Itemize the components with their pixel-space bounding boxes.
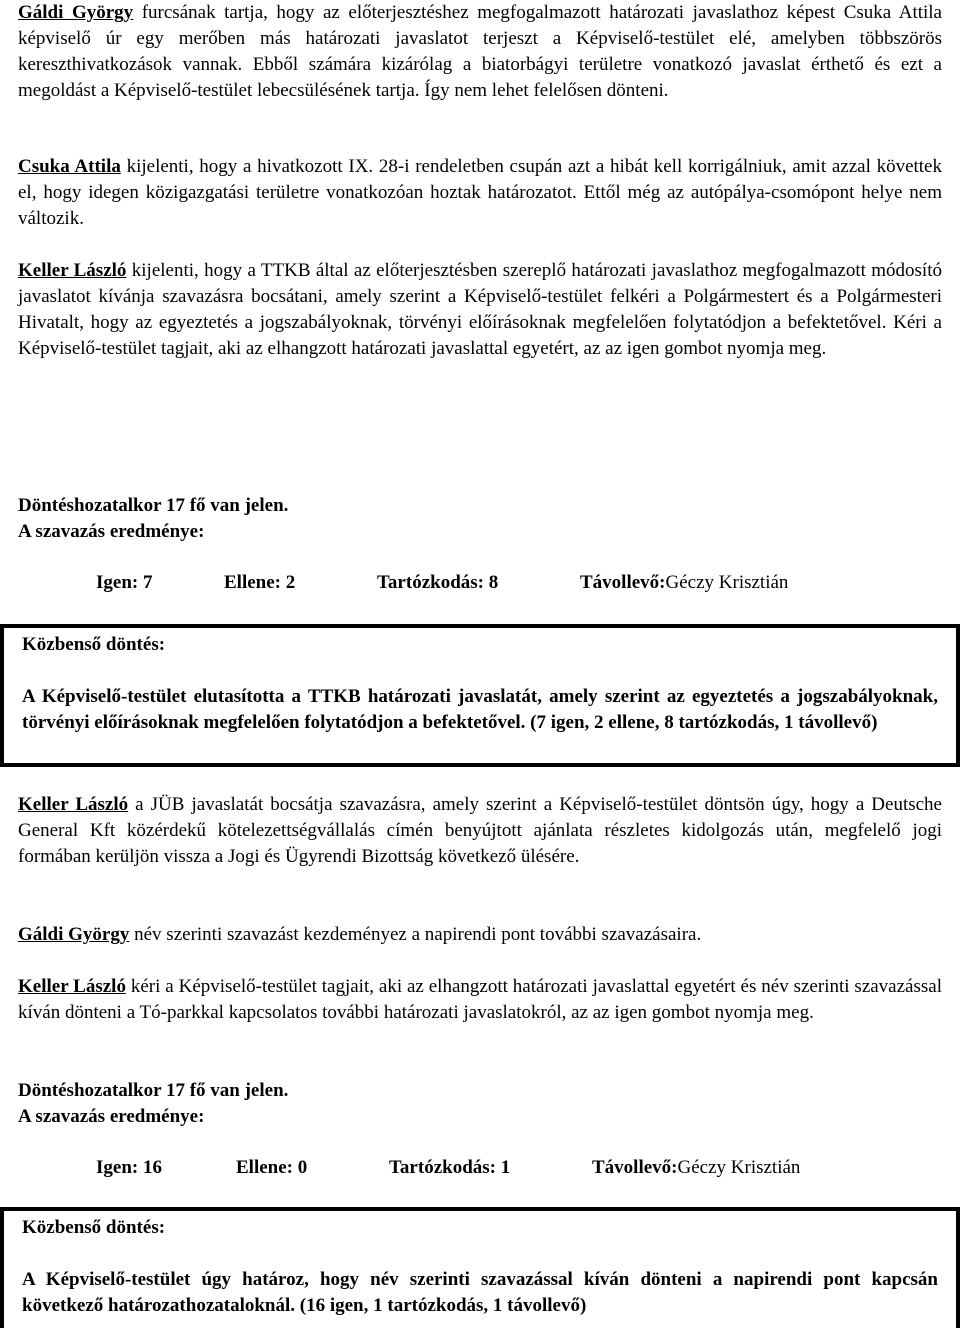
vote-no: Ellene: 0 [236, 1157, 308, 1178]
paragraph-csuka [18, 154, 942, 232]
decision-box-1 [0, 624, 960, 767]
present-count: Döntéshozatalkor 17 fő van jelen. [18, 495, 289, 516]
paragraph-galdi-2 [18, 922, 942, 948]
vote-absent-name: Géczy Krisztián [665, 572, 789, 593]
paragraph-text: a JÜB javaslatát bocsátja szavazásra, amely szerint a Képviselő-testület döntsön úgy, hogy a Deutsche General Kft közérdekű kötelezettségvállalás címén benyújtott ajánlata részletes kidolgozás után, megfelelő jogi formában kerüljön vissza a Jogi és Ügyrendi Bizottság következő ülésére. [18, 794, 942, 867]
paragraph-text: furcsának tartja, hogy az előterjesztéshez megfogalmazott határozati javaslathoz képest Csuka Attila képviselő úr egy merőben más határozati javaslatot terjeszt a Képviselő-testület elé, amelyben többszörös kereszthivatkozások vannak. Ebből számára kizárólag a biatorbágyi területre vonatkozó javaslat érthető és ezt a megoldást a Képviselő-testület lebecsülésének tartja. Így nem lehet felelősen dönteni. [18, 2, 942, 101]
vote-absent-name: Géczy Krisztián [677, 1157, 801, 1178]
paragraph-text: kéri a Képviselő-testület tagjait, aki az elhangzott határozati javaslattal egyetért és név szerinti szavazással kíván dönteni a Tó-parkkal kapcsolatos további határozati javaslatokról, az az igen gombot nyomja meg. [18, 976, 942, 1023]
vote-absent [580, 570, 788, 596]
speaker-name: Gáldi György [18, 2, 134, 23]
speaker-name: Keller László [18, 260, 127, 281]
vote-summary-2 [18, 1078, 942, 1130]
paragraph-text: kijelenti, hogy a hivatkozott IX. 28-i rendeletben csupán azt a hibát kell korrigálniuk, amit azzal követtek el, hogy idegen közigazgatási területre vonatkozóan hoztak határozatot. Ettől még az autópálya-csomópont helye nem változik. [18, 156, 942, 229]
vote-row-1 [96, 570, 788, 596]
vote-result-label: A szavazás eredménye: [18, 521, 205, 542]
vote-absent [592, 1155, 800, 1181]
vote-absent-label: Távollevő: [580, 572, 666, 593]
decision-label: Közbenső döntés: [22, 634, 166, 655]
vote-summary-1 [18, 493, 942, 545]
paragraph-text: név szerinti szavazást kezdeményez a napirendi pont további szavazásaira. [129, 924, 702, 945]
vote-no: Ellene: 2 [224, 572, 296, 593]
speaker-name: Csuka Attila [18, 156, 121, 177]
vote-result-label: A szavazás eredménye: [18, 1106, 205, 1127]
vote-abstain: Tartózkodás: 1 [389, 1157, 511, 1178]
paragraph-galdi-1 [18, 0, 942, 104]
decision-text: A Képviselő-testület elutasította a TTKB határozati javaslatát, amely szerint az egyeztetés a jogszabályoknak, törvényi előírásoknak megfelelően folytatódjon a befektetővel. (7 igen, 2 ellene, 8 tartózkodás, 1 távollevő) [22, 686, 938, 733]
speaker-name: Keller László [18, 794, 129, 815]
paragraph-keller-2 [18, 792, 942, 870]
speaker-name: Gáldi György [18, 924, 130, 945]
speaker-name: Keller László [18, 976, 126, 997]
paragraph-text: kijelenti, hogy a TTKB által az előterjesztésben szereplő határozati javaslathoz megfogalmazott módosító javaslatot kívánja szavazásra bocsátani, amely szerint a Képviselő-testület felkéri a Polgármestert és a Polgármesteri Hivatalt, hogy az egyeztetés a jogszabályoknak, törvényi előírásoknak megfelelően folytatódjon a befektetővel. Kéri a Képviselő-testület tagjait, aki az elhangzott határozati javaslattal egyetért, az az igen gombot nyomja meg. [18, 260, 942, 359]
vote-yes: Igen: 7 [96, 572, 153, 593]
decision-label: Közbenső döntés: [22, 1217, 166, 1238]
vote-yes: Igen: 16 [96, 1157, 162, 1178]
vote-absent-label: Távollevő: [592, 1157, 678, 1178]
present-count: Döntéshozatalkor 17 fő van jelen. [18, 1080, 289, 1101]
vote-abstain: Tartózkodás: 8 [377, 572, 499, 593]
vote-row-2 [96, 1155, 800, 1181]
paragraph-keller-3 [18, 974, 942, 1026]
decision-box-2 [0, 1207, 960, 1328]
paragraph-keller-1 [18, 258, 942, 362]
decision-text: A Képviselő-testület úgy határoz, hogy név szerinti szavazással kíván dönteni a napirendi pont kapcsán következő határozathozataloknál. (16 igen, 1 tartózkodás, 1 távollevő) [22, 1269, 938, 1316]
